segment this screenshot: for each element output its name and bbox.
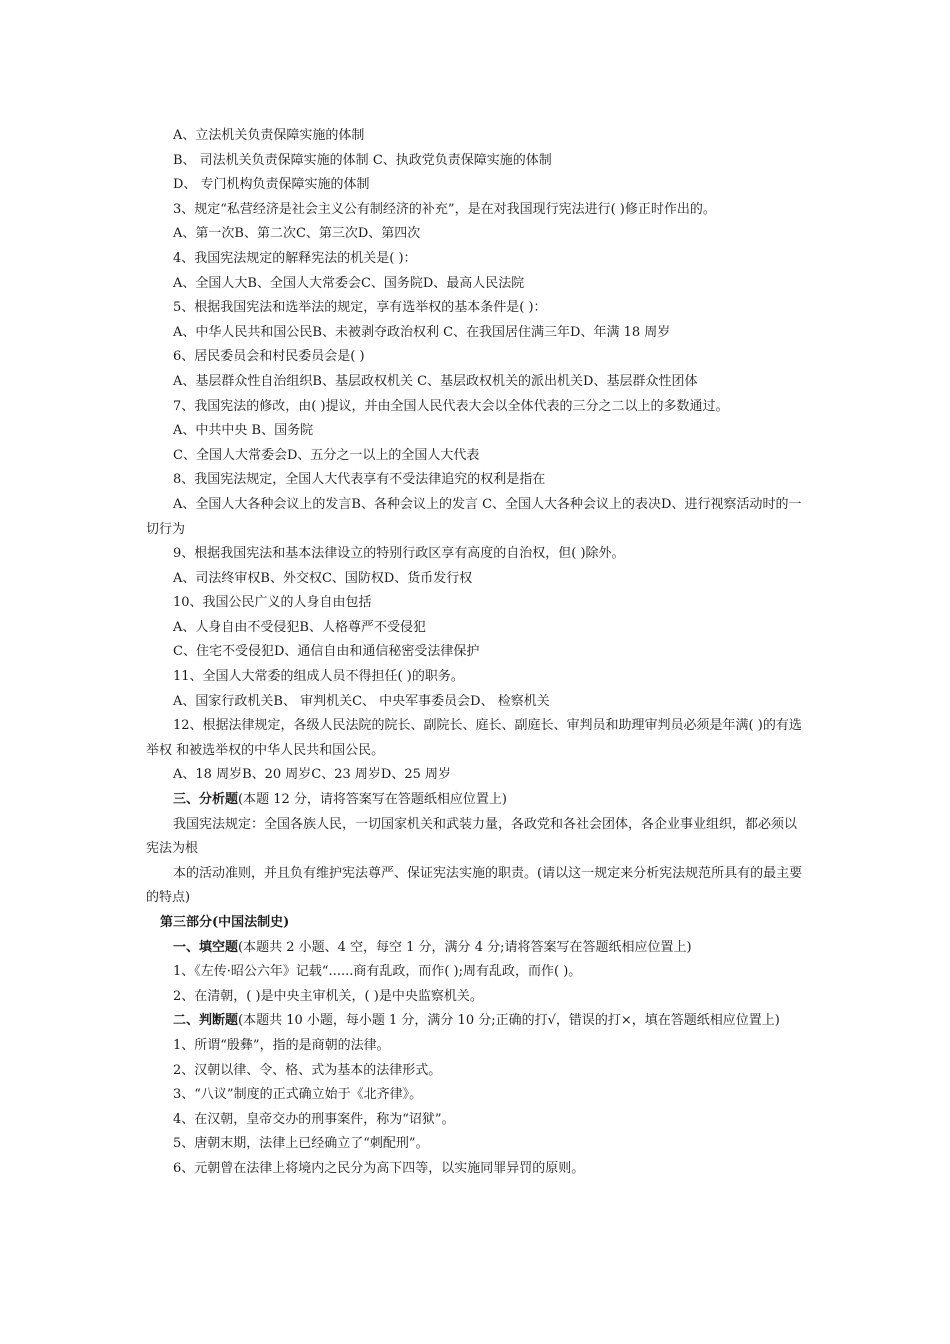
document-body [146,124,806,1182]
options-10a: A、人身自由不受侵犯B、人格尊严不受侵犯 [173,619,426,635]
analysis-paragraph-2: 本的活动准则，并且负有维护宪法尊严、保证宪法实施的职责。(请以这一规定来分析宪法规范所具有的最主要的特点) [146,865,803,906]
options-11: A、国家行政机关B、 审判机关C、 中央军事委员会D、 检察机关 [173,693,550,709]
options-6: A、基层群众性自治组织B、基层政权机关 C、基层政权机关的派出机关D、基层群众性团体 [173,373,698,389]
options-7a: A、中共中央 B、国务院 [173,423,314,439]
options-10b: C、住宅不受侵犯D、通信自由和通信秘密受法律保护 [173,644,480,660]
judge-item-6: 6、元朝曾在法律上将境内之民分为高下四等，以实施同罪异罚的原则。 [173,1160,585,1176]
question-9: 9、根据我国宪法和基本法律设立的特别行政区享有高度的自治权，但( )除外。 [173,546,625,562]
fill-item-1: 1、《左传·昭公六年》记载“......商有乱政，而作( );周有乱政，而作( )。 [173,964,582,980]
options-4: A、全国人大B、全国人大常委会C、国务院D、最高人民法院 [173,275,525,291]
option-line: D、 专门机构负责保障实施的体制 [173,177,370,193]
options-7b: C、全国人大常委会D、五分之一以上的全国人大代表 [173,447,480,463]
judge-item-4: 4、在汉朝，皇帝交办的刑事案件，称为“诏狱”。 [173,1111,455,1127]
judge-item-5: 5、唐朝末期，法律上已经确立了“刺配刑”。 [173,1136,429,1152]
section-judge-note: (本题共 10 小题，每小题 1 分，满分 10 分;正确的打√，错误的打×，填在答题纸相应位置上) [238,1013,780,1029]
question-3: 3、规定“私营经济是社会主义公有制经济的补充”，是在对我国现行宪法进行( )修正时作出的。 [173,201,716,217]
analysis-paragraph-1: 我国宪法规定：全国各族人民，一切国家机关和武装力量，各政党和各社会团体，各企业事业组织，都必须以宪法为根 [146,816,798,857]
section-analysis-title: 三、分析题 [173,792,239,808]
section-analysis-header [146,788,806,813]
options-8: A、全国人大各种会议上的发言B、各种会议上的发言 C、全国人大各种会议上的表决D、进行视察活动时的一切行为 [146,496,802,537]
question-7: 7、我国宪法的修改，由( )提议，并由全国人民代表大会以全体代表的三分之二以上的多数通过。 [173,398,729,414]
options-9: A、司法终审权B、外交权C、国防权D、货币发行权 [173,570,473,586]
question-5: 5、根据我国宪法和选举法的规定，享有选举权的基本条件是( )： [173,300,547,316]
part-title: 第三部分(中国法制史) [160,915,290,930]
options-5: A、中华人民共和国公民B、未被剥夺政治权利 C、在我国居住满三年D、年满 18 周岁 [173,324,671,340]
section-judge-title: 二、判断题 [173,1013,239,1029]
section-fill-title: 一、填空题 [173,939,239,955]
question-11: 11、全国人大常委的组成人员不得担任( )的职务。 [173,669,464,685]
judge-item-3: 3、“八议”制度的正式确立始于《北齐律》。 [173,1087,423,1103]
fill-item-2: 2、在清朝，( )是中央主审机关，( )是中央监察机关。 [173,988,483,1004]
option-line: A、立法机关负责保障实施的体制 [173,128,365,143]
judge-item-2: 2、汉朝以律、令、格、式为基本的法律形式。 [173,1062,442,1078]
question-8: 8、我国宪法规定，全国人大代表享有不受法律追究的权利是指在 [173,472,546,488]
question-4: 4、我国宪法规定的解释宪法的机关是( )： [173,250,417,266]
options-12: A、18 周岁B、20 周岁C、23 周岁D、25 周岁 [173,767,452,783]
question-12: 12、根据法律规定，各级人民法院的院长、副院长、庭长、副庭长、审判员和助理审判员必须是年满( )的有选举权 和被选举权的中华人民共和国公民。 [146,718,802,758]
section-fill-note: (本题共 2 小题、4 空，每空 1 分，满分 4 分;请将答案写在答题纸相应位置上) [238,939,692,955]
section-fill-header [146,936,806,961]
options-3: A、第一次B、第二次C、第三次D、第四次 [173,226,421,242]
question-10: 10、我国公民广义的人身自由包括 [173,595,372,611]
section-analysis-note: (本题 12 分，请将答案写在答题纸相应位置上) [238,792,507,808]
section-judge-header [146,1009,806,1034]
question-6: 6、居民委员会和村民委员会是( ) [173,349,365,365]
judge-item-1: 1、所谓“殷彝”，指的是商朝的法律。 [173,1037,390,1053]
option-line: B、 司法机关负责保障实施的体制 C、执政党负责保障实施的体制 [173,152,552,168]
